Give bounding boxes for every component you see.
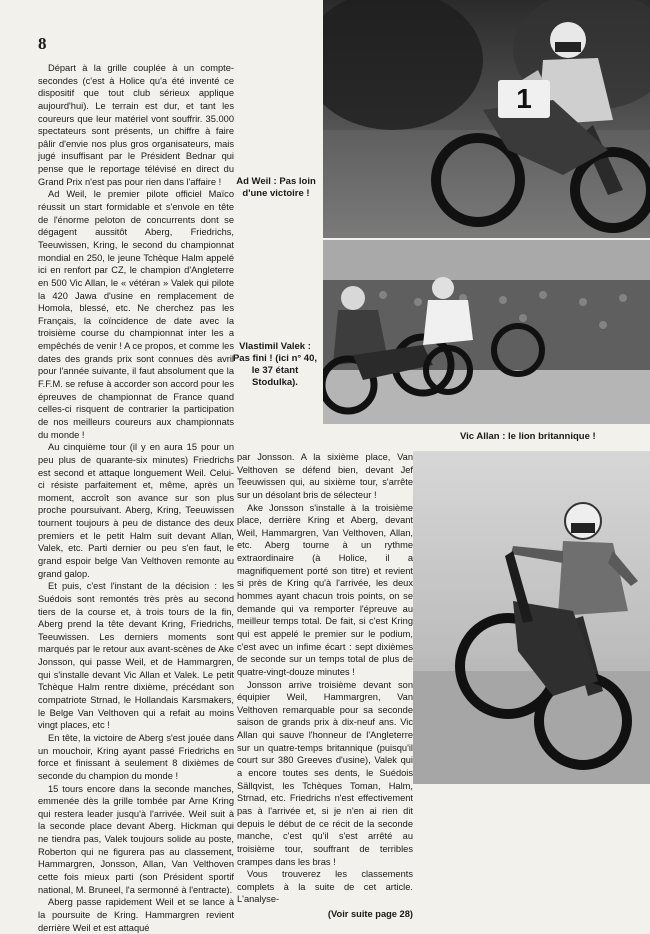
paragraph: Au cinquième tour (il y en aura 15 pour un peu plus de quarante-six minutes) Friedrichs est second et attaque longuement Weil. Celui-ci résiste parfaitement et, même, après un moment, accroît son avance sur son plus proche poursuivant. Aberg, Kring, Teeuwissen tournent toujours à peu de distance des deux premiers et le petit Halm suit devant Allan, Valek, etc. Parti dernier ou peu s'en faut, le grand espoir belge Van Velthoven remonte au grand galop. [38,442,234,579]
paragraph: Ake Jonsson s'installe à la troisième place, derrière Kring et Aberg, devant Weil, Hammargren, Van Velthoven, Allan, etc. Aberg tourne à un rythme extraordinaire (à Holice, il a magnifiquement porté son titre) et revient si près de Kring qu'à l'arrivée, les deux hommes ayant chacun trois points, on se demande qui va remporter l'épreuve au meilleur temps total. De fait, si c'est Kring qui est appelé le premier sur le podium, c'est avec un infime écart : sept dixièmes de seconde sur un temps total de plus de quatre-vingt-douze minutes ! [237,502,413,677]
paragraph: Aberg passe rapidement Weil et se lance à la poursuite de Kring. Hammargren revient derrière Weil et est attaqué [38,897,234,933]
paragraph: Ad Weil, le premier pilote officiel Maïco réussit un start formidable et s'envole en tête de l'énorme peloton de concurrents dont se dégagent aussitôt Aberg, Friedrichs, Teeuwissen, Kring, le second du championnat mondial en 250, le jeune Tchèque Halm appelé ici en renfort par CZ, le champion d'Angleterre en 500 Vic Allan, le « vétéran » Valek qui pilote la 420 Jawa d'usine en remplacement de Homola, blessé, etc. Ne cherchez pas les Français, la coïncidence de date avec la troisième course du championnat inter les a empêchés de venir ! A ce propos, et comme les dates des grands prix sont connues dès avril pour l'année suivante, il faut absolument que la F.F.M. se refuse à accorder son accord pour les épreuves de championnat de France quand celles-ci risquent de contrarier la participation de nos meilleurs coureurs aux championnats du monde ! [38,189,234,440]
photo-ad-weil [323,0,650,238]
paragraph: par Jonsson. A la sixième place, Van Velthoven se défend bien, devant Jef Teeuwissen qui, au sixième tour, s'arrête sur un désolant bris de sélecteur ! [237,452,413,500]
page-number: 8 [38,34,47,53]
paragraph: 15 tours encore dans la seconde manches, emmenée dès la grille tombée par Arne Kring qui restera leader jusqu'à l'arrivée. Weil suit à la seconde place devant Aberg. Hickman qui ne tiendra pas, Valek toujours solide au poste, Roberton qui ne figurera pas au classement, Hammargren, Jonsson, Allan, Van Velthoven cette fois mieux parti (son Président sportif national, M. Bruneel, l'a sermonné à l'entracte). [38,783,234,895]
article-column-middle [237,451,413,921]
photo-valek-stodulka [323,240,650,424]
paragraph: Et puis, c'est l'instant de la décision : les Suédois sont remontés très près au second tiers de la course et, à trois tours de la fin, Aberg prend la tête devant Kring, Friedrichs, Teeuwissen. Les derniers moments sont marqués par le retour aux avant-scènes de Ake Jonsson, qui passe Weil, et de Hammargren, qui s'installe devant Vic Allan et Valek. Le petit Tchèque Halm rentre dixième, précédant son compatriote Strnad, le Hollandais Karsmakers, le Belge Van Velthoven qui a refait au moins vingt places, etc ! [38,581,234,731]
paragraph: Départ à la grille couplée à un compte-secondes (c'est à Holice qu'a été inventé ce dispositif que tout club sérieux applique aujourd'hui). Le terrain est dur, et tant les coureurs que leur matériel vont souffrir. 35.000 spectateurs sont présents, un chiffre à faire pâlir d'envie nos plus gros organisateurs, mais jugé insuffisant par le Président Bednar qui pense que le reportage télévisé en direct du Grand Prix n'est pas pour rien dans l'affaire ! [38,63,234,187]
article-column-left [38,62,234,934]
continuation-note: (Voir suite page 28) [327,909,413,920]
plate-number: 1 [516,83,532,114]
paragraph: Vous trouverez les classements complets à la suite de cet article. L'analyse- [237,869,413,905]
photo-vic-allan [413,451,650,784]
caption-valek: Vlastimil Valek : Pas fini ! (ici n° 40, le 37 étant Stodulka). [232,341,318,388]
paragraph: Jonsson arrive troisième devant son équipier Weil, Hammargren, Van Velthoven remarquable pour sa seconde saison de grands prix à dix-neuf ans. Vic Allan qui sauve l'honneur de l'Angleterre sur un quatre-temps britannique (puisqu'il court sur 380 Greeves d'usine), Valek qui a encore toutes ses dents, le Suédois Sällqvist, les Tchèques Toman, Halm, Strnad, etc. Friedrichs n'est effectivement pas à l'arrivée et, si je n'en ai rien dit depuis le début de ce récit de la seconde manche, c'est qu'il s'est arrêté au troisième tour, souffrant de terribles crampes dans les bras ! [237,679,413,867]
photo-valek-image [323,240,650,424]
paragraph: En tête, la victoire de Aberg s'est jouée dans un mouchoir, Kring ayant passé Friedrichs en force et finissant à seulement 8 dixièmes de seconde du champion du monde ! [38,732,234,781]
photo-vic-allan-image [413,451,650,784]
photo-ad-weil-image [323,0,650,238]
caption-vic-allan: Vic Allan : le lion britannique ! [460,431,596,442]
caption-ad-weil: Ad Weil : Pas loin d'une victoire ! [236,176,316,199]
